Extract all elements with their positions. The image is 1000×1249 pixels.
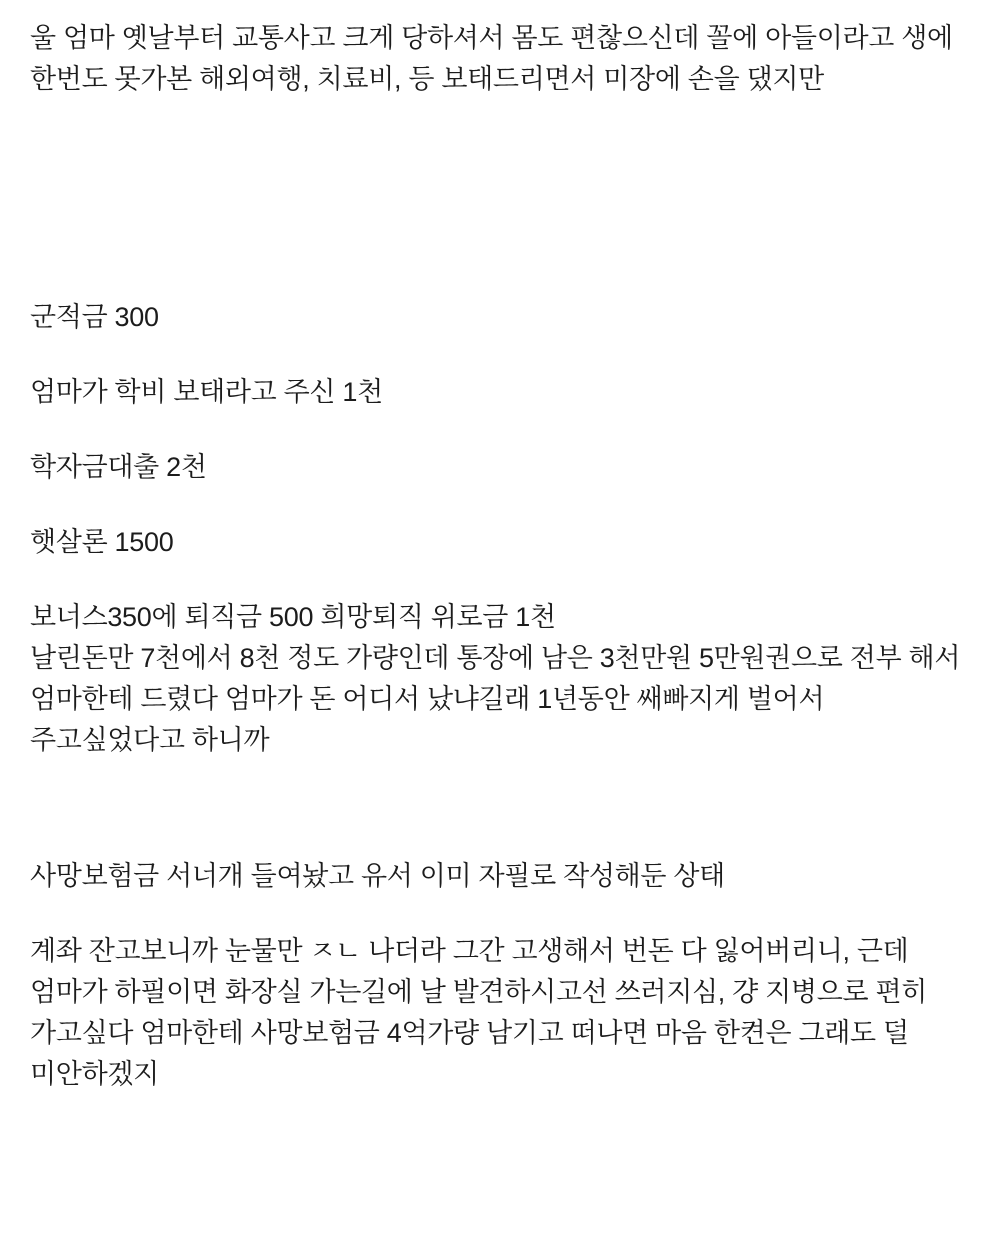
list-item: 햇살론 1500 [30,527,174,557]
intro-paragraph: 울 엄마 옛날부터 교통사고 크게 당하셔서 몸도 편찮으신데 꼴에 아들이라고 생에 한번도 못가본 해외여행, 치료비, 등 보태드리면서 미장에 손을 댔지만 [30,23,961,94]
closing-paragraph: 계좌 잔고보니까 눈물만 ㅈㄴ 나더라 그간 고생해서 번돈 다 잃어버리니, 근데 엄마가 하필이면 화장실 가는길에 날 발견하시고선 쓰러지심, 걍 지병으로 편히 가고싶다 엄마한테 사망보험금 4억가량 남기고 떠나면 마음 한켠은 그래도 덜 미안하겠지 [30,936,935,1089]
amount-list [30,297,970,638]
list-item: 엄마가 학비 보태라고 주신 1천 [30,377,383,407]
spacer-after-intro [30,100,970,297]
list-item: 군적금 300 [30,302,159,332]
list-item: 보너스350에 퇴직금 500 희망퇴직 위로금 1천 [30,602,556,632]
insurance-line: 사망보험금 서너개 들여놨고 유서 이미 자필로 작성해둔 상태 [30,861,725,891]
spacer-before-closing [30,897,970,931]
list-item: 학자금대출 2천 [30,452,207,482]
spacer-after-loss [30,761,970,856]
loss-paragraph: 날린돈만 7천에서 8천 정도 가량인데 통장에 남은 3천만원 5만원권으로 전부 해서 엄마한테 드렸다 엄마가 돈 어디서 났냐길래 1년동안 쌔빠지게 벌어서 주고싶었다고 하니까 [30,643,968,755]
